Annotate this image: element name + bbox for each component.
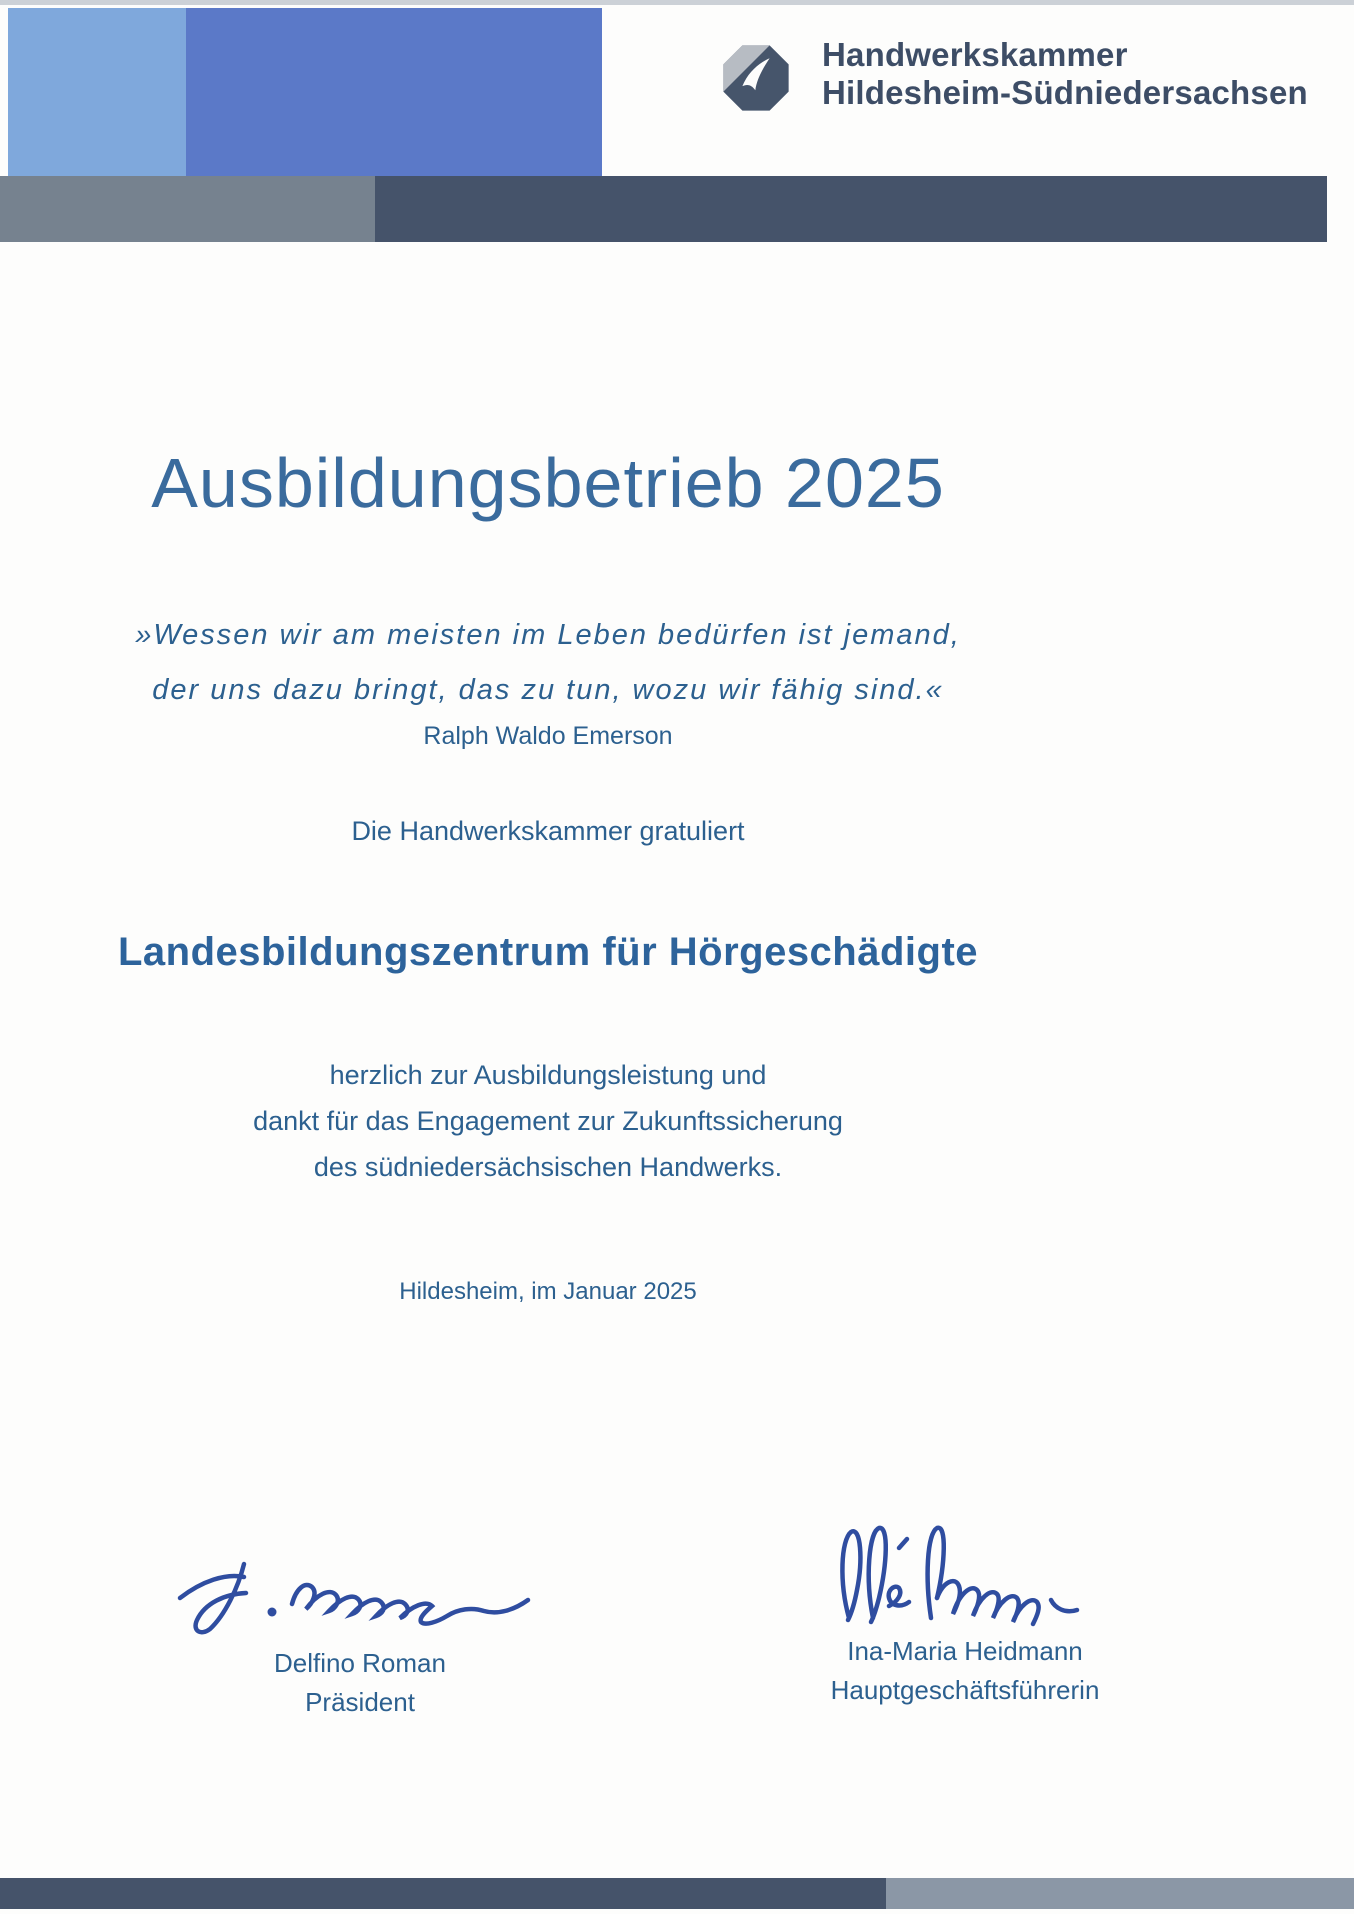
- body-line1: herzlich zur Ausbildungsleistung und: [329, 1060, 767, 1090]
- signer-role-right: Hauptgeschäftsführerin: [830, 1675, 1100, 1705]
- logo-org-name: [822, 36, 1308, 112]
- congratulation-intro: Die Handwerkskammer gratuliert: [351, 816, 745, 846]
- quote-line1: »Wessen wir am meisten im Leben bedürfen ist jemand,: [135, 619, 961, 651]
- signature-delfino-roman-ink: [170, 1552, 550, 1644]
- date-line: Hildesheim, im Januar 2025: [399, 1278, 697, 1305]
- header-band-gray: [0, 176, 375, 242]
- brand-block-light-blue: [8, 8, 186, 176]
- footer-bar-light: [886, 1878, 1354, 1909]
- signature-block-ceo: [715, 1518, 1215, 1706]
- quote: [0, 608, 1096, 718]
- congratulation-body: [0, 1052, 1096, 1190]
- scan-edge: [0, 0, 1354, 5]
- certificate-title: Ausbildungsbetrieb 2025: [151, 444, 945, 522]
- logo-org-line2: Hildesheim-Südniedersachsen: [822, 74, 1308, 111]
- signature-block-president: [110, 1552, 610, 1718]
- brand-block-periwinkle: [186, 8, 602, 176]
- quote-attribution: Ralph Waldo Emerson: [423, 722, 673, 750]
- signer-name-right: Ina-Maria Heidmann: [847, 1636, 1083, 1666]
- footer-bar-dark: [0, 1878, 886, 1909]
- logo-org-line1: Handwerkskammer: [822, 36, 1128, 73]
- signature-ina-maria-heidmann-ink: [815, 1518, 1115, 1632]
- signer-role-left: Präsident: [305, 1687, 415, 1717]
- quote-line2: der uns dazu bringt, das zu tun, wozu wir fähig sind.«: [152, 674, 944, 706]
- recipient-name: Landesbildungszentrum für Hörgeschädigte: [117, 930, 979, 974]
- header-band-slate: [375, 176, 1327, 242]
- handwerkskammer-octagon-icon: [722, 44, 790, 112]
- body-line3: des südniedersächsischen Handwerks.: [313, 1152, 783, 1182]
- signer-name-left: Delfino Roman: [274, 1648, 446, 1678]
- body-line2: dankt für das Engagement zur Zukunftssicherung: [253, 1106, 843, 1136]
